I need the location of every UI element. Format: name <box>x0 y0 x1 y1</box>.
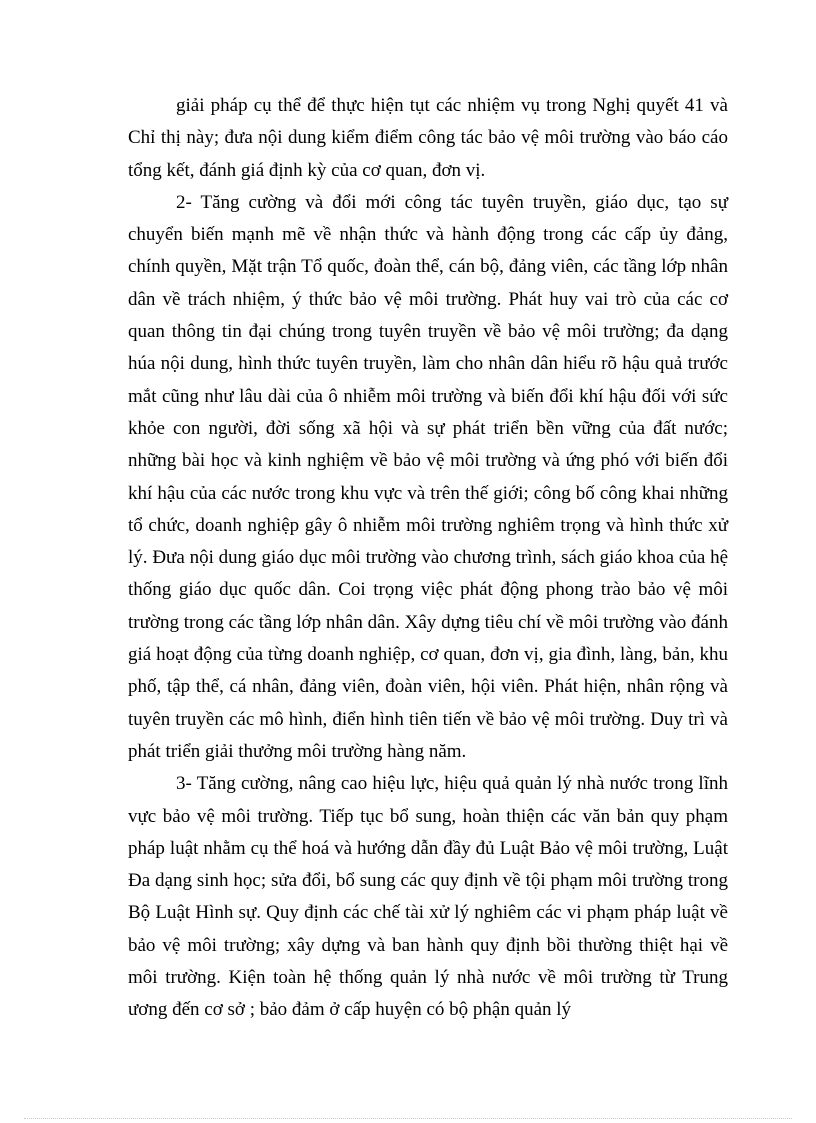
paragraph-continuation: giải pháp cụ thể để thực hiện tụt các nhiệm vụ trong Nghị quyết 41 và Chỉ thị này; đưa nội dung kiểm điểm công tác bảo vệ môi trường vào báo cáo tổng kết, đánh giá định kỳ của cơ quan, đơn vị. <box>128 95 728 181</box>
document-body <box>128 90 728 1027</box>
paragraph-item-2: 2- Tăng cường và đổi mới công tác tuyên truyền, giáo dục, tạo sự chuyển biến mạnh mẽ về nhận thức và hành động trong các cấp ủy đảng, chính quyền, Mặt trận Tổ quốc, đoàn thể, cán bộ, đảng viên, các tầng lớp nhân dân về trách nhiệm, ý thức bảo vệ môi trường. Phát huy vai trò của các cơ quan thông tin đại chúng trong tuyên truyền về bảo vệ môi trường; đa dạng húa nội dung, hình thức tuyên truyền, làm cho nhân dân hiểu rõ hậu quả trước mắt cũng như lâu dài của ô nhiễm môi trường và biến đổi khí hậu đối với sức khỏe con người, đời sống xã hội và sự phát triển bền vững của đất nước; những bài học và kinh nghiệm về bảo vệ môi trường và ứng phó với biến đổi khí hậu của các nước trong khu vực và trên thế giới; công bố công khai những tổ chức, doanh nghiệp gây ô nhiễm môi trường nghiêm trọng và hình thức xử lý. Đưa nội dung giáo dục môi trường vào chương trình, sách giáo khoa của hệ thống giáo dục quốc dân. Coi trọng việc phát động phong trào bảo vệ môi trường trong các tầng lớp nhân dân. Xây dựng tiêu chí về môi trường vào đánh giá hoạt động của từng doanh nghiệp, cơ quan, đơn vị, gia đình, làng, bản, khu phố, tập thể, cá nhân, đảng viên, đoàn viên, hội viên. Phát hiện, nhân rộng và tuyên truyền các mô hình, điển hình tiên tiến về bảo vệ môi trường. Duy trì và phát triển giải thưởng môi trường hàng năm. <box>128 191 728 762</box>
paragraph-item-3: 3- Tăng cường, nâng cao hiệu lực, hiệu quả quản lý nhà nước trong lĩnh vực bảo vệ môi trường. Tiếp tục bổ sung, hoàn thiện các văn bản quy phạm pháp luật nhằm cụ thể hoá và hướng dẫn đầy đủ Luật Bảo vệ môi trường, Luật Đa dạng sinh học; sửa đổi, bổ sung các quy định về tội phạm môi trường trong Bộ Luật Hình sự. Quy định các chế tài xử lý nghiêm các vi phạm pháp luật về bảo vệ môi trường; xây dựng và ban hành quy định bồi thường thiệt hại về môi trường. Kiện toàn hệ thống quản lý nhà nước về môi trường từ Trung ương đến cơ sở ; bảo đảm ở cấp huyện có bộ phận quản lý <box>128 773 728 1021</box>
page-bottom-divider <box>24 1118 792 1119</box>
